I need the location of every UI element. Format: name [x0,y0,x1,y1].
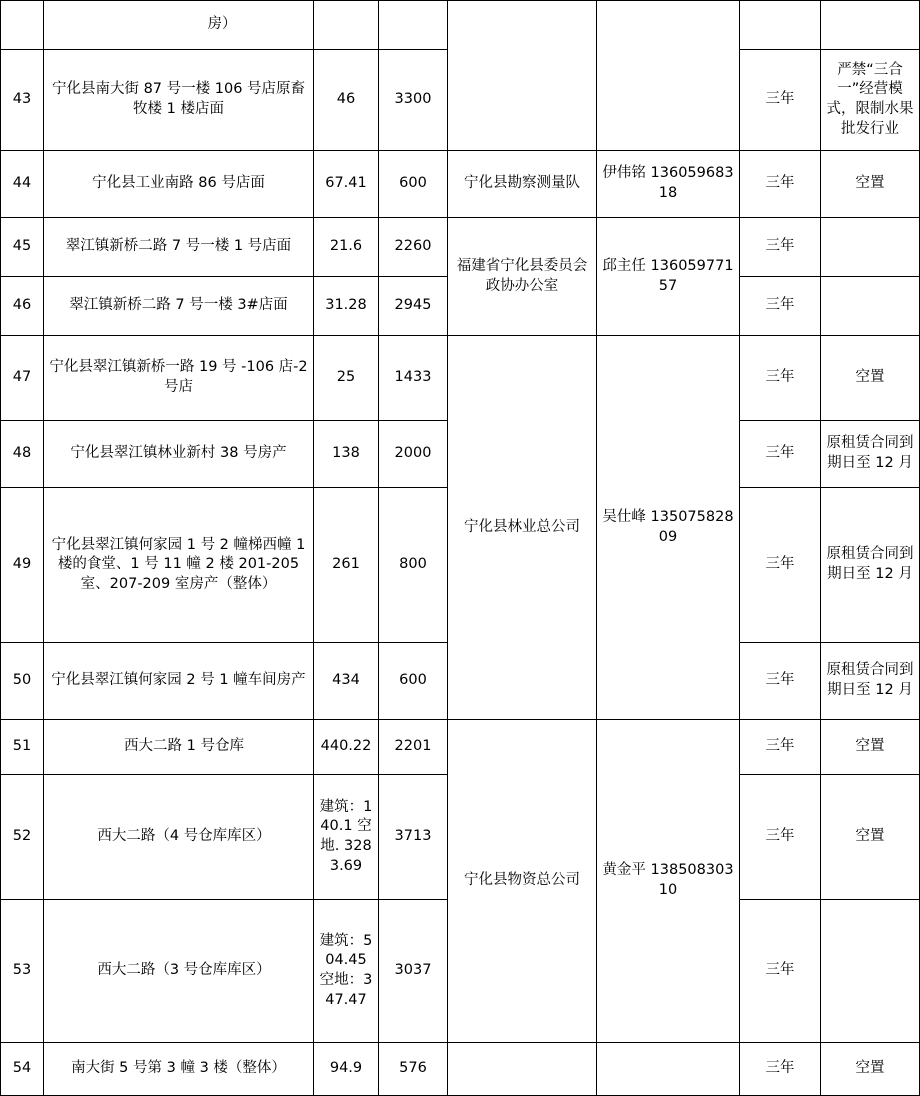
table-row [1,218,920,277]
cell-address: 宁化县工业南路 86 号店面 [44,151,314,218]
cell-area: 67.41 [314,151,379,218]
cell-address: 宁化县翠江镇何家园 2 号 1 幢车间房产 [44,643,314,720]
cell-address: 西大二路（3 号仓库库区） [44,900,314,1043]
cell-note [821,900,920,1043]
cell-no: 48 [1,421,44,488]
cell-area: 46 [314,50,379,151]
cell-note: 原租赁合同到期日至 12 月 [821,643,920,720]
cell-no: 45 [1,218,44,277]
cell-contact: 吴仕峰 13507582809 [597,336,740,720]
cell-term: 三年 [740,720,821,775]
cell-no: 47 [1,336,44,421]
cell-address: 西大二路（4 号仓库库区） [44,775,314,900]
table-row [1,1,920,50]
cell-price: 2201 [379,720,448,775]
cell-term: 三年 [740,488,821,643]
table-row [1,720,920,775]
cell-term: 三年 [740,151,821,218]
cell-no: 44 [1,151,44,218]
cell-price: 2945 [379,277,448,336]
cell-unit [448,1,597,151]
cell-address: 西大二路 1 号仓库 [44,720,314,775]
cell-note: 空置 [821,775,920,900]
cell-unit: 宁化县物资总公司 [448,720,597,1043]
cell-note: 空置 [821,720,920,775]
cell-no [1,1,44,50]
cell-term: 三年 [740,421,821,488]
cell-note [821,277,920,336]
cell-price: 600 [379,151,448,218]
cell-area: 21.6 [314,218,379,277]
cell-address: 翠江镇新桥二路 7 号一楼 3#店面 [44,277,314,336]
cell-address: 南大街 5 号第 3 幢 3 楼（整体） [44,1043,314,1096]
cell-price [379,1,448,50]
cell-price: 2260 [379,218,448,277]
cell-address: 宁化县南大街 87 号一楼 106 号店原畜牧楼 1 楼店面 [44,50,314,151]
cell-no: 52 [1,775,44,900]
cell-unit: 福建省宁化县委员会政协办公室 [448,218,597,336]
cell-address: 宁化县翠江镇新桥一路 19 号 -106 店-2 号店 [44,336,314,421]
cell-price: 3713 [379,775,448,900]
cell-no: 54 [1,1043,44,1096]
cell-term: 三年 [740,775,821,900]
cell-area: 94.9 [314,1043,379,1096]
cell-area: 138 [314,421,379,488]
cell-unit [448,1043,597,1096]
cell-contact: 伊伟铭 13605968318 [597,151,740,218]
cell-note: 原租赁合同到期日至 12 月 [821,488,920,643]
cell-address: 房） [44,1,314,50]
cell-unit: 宁化县勘察测量队 [448,151,597,218]
cell-price: 3300 [379,50,448,151]
cell-no: 46 [1,277,44,336]
cell-unit: 宁化县林业总公司 [448,336,597,720]
cell-contact [597,1043,740,1096]
cell-no: 51 [1,720,44,775]
cell-area [314,1,379,50]
cell-term: 三年 [740,218,821,277]
cell-term: 三年 [740,643,821,720]
cell-term: 三年 [740,336,821,421]
cell-address: 宁化县翠江镇林业新村 38 号房产 [44,421,314,488]
cell-contact: 黄金平 13850830310 [597,720,740,1043]
table-row [1,1043,920,1096]
cell-area: 434 [314,643,379,720]
cell-no: 43 [1,50,44,151]
cell-contact [597,1,740,151]
cell-note: 空置 [821,336,920,421]
cell-note [821,218,920,277]
cell-no: 50 [1,643,44,720]
cell-no: 53 [1,900,44,1043]
cell-term [740,1,821,50]
cell-note: 空置 [821,1043,920,1096]
cell-price: 576 [379,1043,448,1096]
cell-price: 1433 [379,336,448,421]
cell-area: 建筑：504.45 空地：347.47 [314,900,379,1043]
cell-area: 31.28 [314,277,379,336]
cell-area: 建筑：140.1 空地. 3283.69 [314,775,379,900]
cell-term: 三年 [740,277,821,336]
cell-note: 原租赁合同到期日至 12 月 [821,421,920,488]
cell-term: 三年 [740,900,821,1043]
table-row [1,336,920,421]
cell-contact: 邱主任 13605977157 [597,218,740,336]
cell-no: 49 [1,488,44,643]
cell-price: 600 [379,643,448,720]
cell-price: 800 [379,488,448,643]
table-row [1,151,920,218]
cell-price: 2000 [379,421,448,488]
cell-address: 宁化县翠江镇何家园 1 号 2 幢梯西幢 1 楼的食堂、1 号 11 幢 2 楼 201-205 室、207-209 室房产（整体） [44,488,314,643]
cell-term: 三年 [740,50,821,151]
cell-address: 翠江镇新桥二路 7 号一楼 1 号店面 [44,218,314,277]
cell-price: 3037 [379,900,448,1043]
cell-note [821,1,920,50]
cell-area: 261 [314,488,379,643]
cell-note: 严禁“三合一”经营模式，限制水果批发行业 [821,50,920,151]
cell-area: 440.22 [314,720,379,775]
cell-area: 25 [314,336,379,421]
cell-term: 三年 [740,1043,821,1096]
cell-note: 空置 [821,151,920,218]
